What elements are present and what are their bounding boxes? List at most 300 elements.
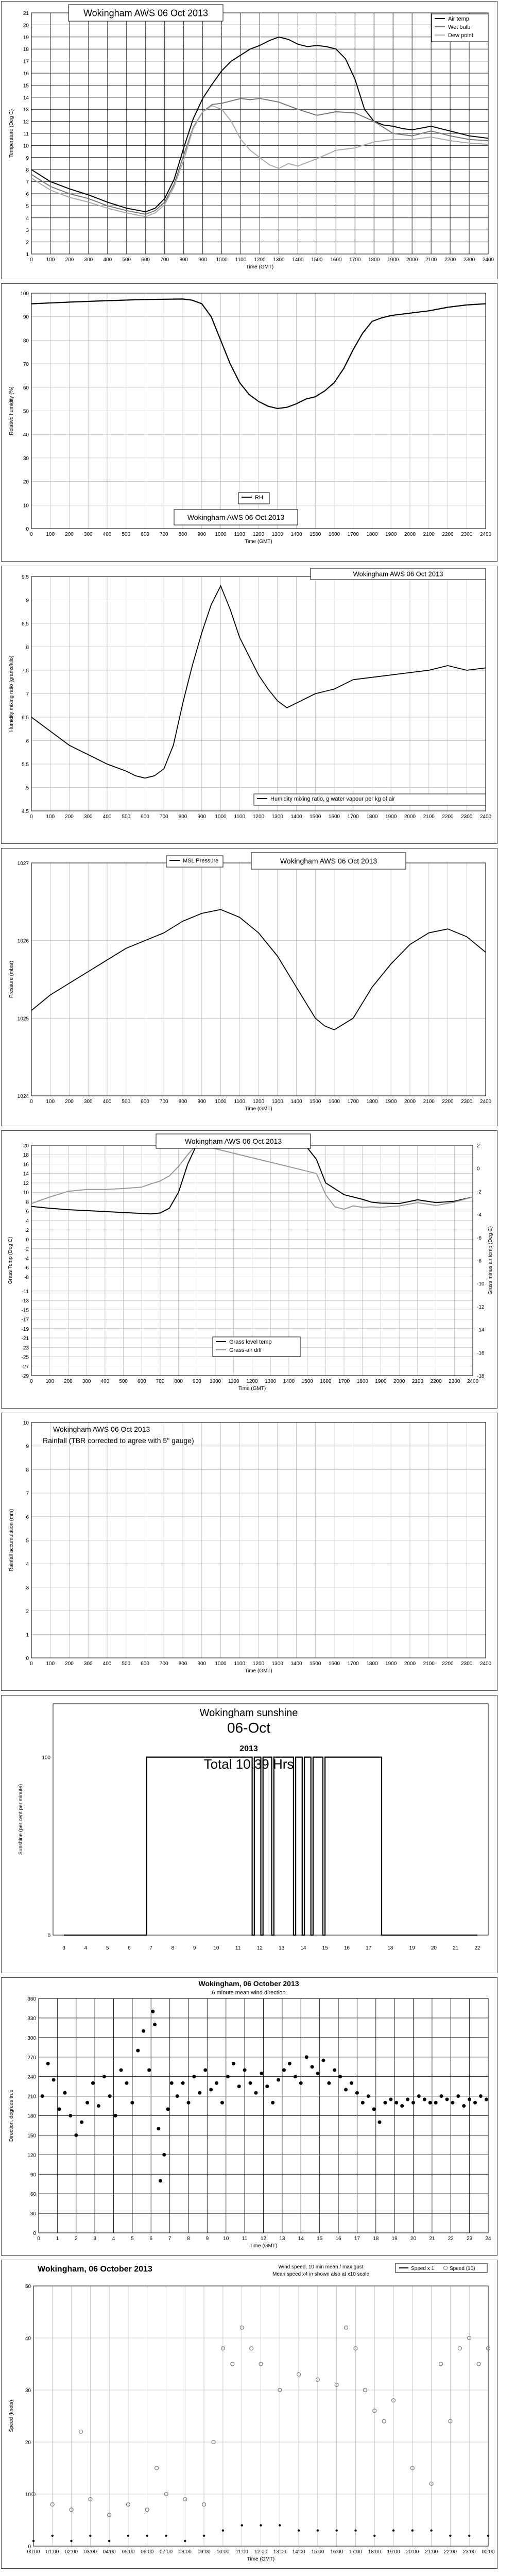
y-tick-label: 11 <box>23 131 29 137</box>
y-tick-label: 60 <box>23 385 29 391</box>
x-tick-label: 2400 <box>479 1099 492 1105</box>
data-point <box>288 2062 291 2065</box>
y-tick-label: 18 <box>23 47 29 53</box>
y-tick-label: 20 <box>23 479 29 485</box>
x-tick-label: 13 <box>279 1945 285 1951</box>
x-tick-label: 12:00 <box>254 2549 268 2555</box>
x-tick-label: 100 <box>46 257 55 263</box>
x-tick-label: 17:00 <box>349 2549 362 2555</box>
x-tick-label: 1500 <box>310 1661 321 1667</box>
y-tick-label: 19 <box>23 35 29 41</box>
y-axis-label: Relative humidity (%) <box>9 386 14 435</box>
x-tick-label: 2000 <box>404 814 416 820</box>
x-tick-label: 2100 <box>425 257 437 263</box>
y-tick-label: -13 <box>21 1298 29 1304</box>
x-tick-label: 2400 <box>482 257 494 263</box>
x-tick-label: 9 <box>205 2236 209 2242</box>
data-point <box>417 2094 421 2098</box>
y-tick-label: 10 <box>25 2492 31 2498</box>
data-point <box>373 2535 375 2537</box>
x-tick-label: 1200 <box>252 532 265 537</box>
chart-title: Wokingham AWS 06 Oct 2013 <box>53 1425 150 1433</box>
x-tick-label: 400 <box>102 814 112 820</box>
x-tick-label: 400 <box>100 1379 110 1384</box>
x-tick-label: 2300 <box>461 814 473 820</box>
data-point <box>70 2540 72 2542</box>
x-tick-label: 15 <box>322 1945 328 1951</box>
x-tick-label: 0 <box>30 1379 33 1384</box>
x-tick-label: 600 <box>141 532 149 537</box>
x-tick-label: 4 <box>112 2236 115 2242</box>
x-tick-label: 1200 <box>252 1661 265 1667</box>
y-tick-label: -19 <box>21 1326 29 1332</box>
data-point <box>411 2101 415 2105</box>
x-tick-label: 12 <box>260 2236 267 2242</box>
x-tick-label: 2000 <box>406 257 418 263</box>
x-tick-label: 1600 <box>328 532 340 537</box>
x-tick-label: 1800 <box>366 1661 378 1667</box>
data-point <box>345 2326 348 2329</box>
y-tick-label: 30 <box>25 2388 31 2394</box>
y-tick-label: 7 <box>26 1491 29 1497</box>
y-tick-label: 0 <box>47 1933 50 1939</box>
y-tick-label: -17 <box>21 1317 29 1323</box>
legend-box <box>238 493 269 504</box>
data-point <box>184 2540 186 2542</box>
y2-tick-label: -12 <box>477 1304 485 1310</box>
x-tick-label: 1000 <box>215 1661 227 1667</box>
x-tick-label: 300 <box>83 814 93 820</box>
x-tick-label: 600 <box>141 1099 149 1105</box>
data-point <box>372 2107 376 2111</box>
y-tick-label: 1 <box>26 1632 29 1638</box>
x-tick-label: 2200 <box>442 1099 454 1105</box>
chart-panel-wind-speed <box>1 2260 497 2569</box>
data-point <box>321 2059 325 2062</box>
data-point <box>317 2530 319 2532</box>
x-tick-label: 500 <box>122 257 131 263</box>
y-tick-label: 6 <box>26 1209 29 1215</box>
x-tick-label: 800 <box>174 1379 183 1384</box>
y-tick-label: -27 <box>21 1364 29 1370</box>
y-tick-label: 60 <box>30 2192 36 2198</box>
x-tick-label: 900 <box>197 814 207 820</box>
x-tick-label: 1900 <box>385 814 397 820</box>
data-point <box>46 2062 50 2065</box>
y-tick-label: 0 <box>33 2231 36 2236</box>
x-tick-label: 21 <box>453 1945 459 1951</box>
data-point <box>203 2069 207 2072</box>
data-point <box>220 2101 224 2105</box>
x-tick-label: 2300 <box>449 1379 460 1384</box>
y-tick-label: 5 <box>26 1538 29 1544</box>
x-tick-label: 100 <box>45 1379 55 1384</box>
data-point <box>147 2069 151 2072</box>
x-tick-label: 06:00 <box>141 2549 154 2555</box>
y-tick-label: 180 <box>27 2113 36 2120</box>
x-tick-label: 10 <box>213 1945 219 1951</box>
x-tick-label: 2200 <box>444 257 456 263</box>
x-tick-label: 1600 <box>328 1661 340 1667</box>
data-point <box>181 2081 185 2085</box>
x-tick-label: 100 <box>46 814 55 820</box>
x-tick-label: 0 <box>30 1099 33 1105</box>
y-tick-label: 6 <box>26 192 29 197</box>
x-tick-label: 1400 <box>290 1099 302 1105</box>
x-tick-label: 1600 <box>328 814 340 820</box>
y-tick-label: 50 <box>25 2284 31 2290</box>
x-tick-label: 200 <box>65 257 74 263</box>
x-tick-label: 1400 <box>283 1379 295 1384</box>
data-point <box>32 2540 35 2542</box>
x-tick-label: 02:00 <box>65 2549 78 2555</box>
chart-subtitle: Wind speed, 10 min mean / max gust <box>278 2264 364 2270</box>
data-point <box>97 2104 100 2108</box>
x-tick-label: 200 <box>64 1379 73 1384</box>
x-tick-label: 200 <box>65 814 74 820</box>
y-tick-label: 3 <box>26 1585 29 1591</box>
data-point <box>209 2088 213 2091</box>
x-tick-label: 700 <box>159 532 168 537</box>
y-tick-label: 14 <box>23 1171 29 1177</box>
y-tick-label: 20 <box>23 23 29 29</box>
y-tick-label: 2 <box>26 1228 29 1234</box>
data-point <box>241 2524 243 2526</box>
y-tick-label: 8 <box>26 1467 29 1473</box>
data-point <box>305 2055 308 2059</box>
x-tick-label: 0 <box>30 257 33 263</box>
x-tick-label: 22 <box>474 1945 480 1951</box>
data-point <box>468 2097 471 2101</box>
y-tick-label: -25 <box>21 1354 29 1361</box>
x-tick-label: 600 <box>141 257 150 263</box>
data-point <box>449 2535 451 2537</box>
chart-wind-speed-svg <box>2 2260 498 2569</box>
data-point <box>361 2101 365 2105</box>
chart-year: 2013 <box>239 1744 258 1753</box>
data-point <box>282 2069 286 2072</box>
x-axis-label: Time (GMT) <box>245 1106 272 1112</box>
y-tick-label: 240 <box>27 2074 36 2080</box>
data-point <box>477 2362 480 2366</box>
data-point <box>333 2069 336 2072</box>
x-tick-label: 18:00 <box>368 2549 381 2555</box>
y-tick-label: 8.5 <box>22 621 29 627</box>
x-tick-label: 1500 <box>310 1099 321 1105</box>
x-tick-label: 800 <box>178 1099 187 1105</box>
y2-tick-label: -8 <box>477 1258 482 1264</box>
legend-label: Grass level temp <box>229 1339 272 1345</box>
x-tick-label: 200 <box>65 532 74 537</box>
x-tick-label: 16 <box>344 1945 350 1951</box>
x-tick-label: 600 <box>141 1661 149 1667</box>
data-point <box>316 2072 319 2075</box>
x-tick-label: 07:00 <box>160 2549 173 2555</box>
x-tick-label: 20 <box>431 1945 437 1951</box>
x-tick-label: 1800 <box>368 257 380 263</box>
x-tick-label: 2100 <box>423 1661 435 1667</box>
x-tick-label: 500 <box>119 1379 128 1384</box>
x-tick-label: 21 <box>429 2236 435 2242</box>
x-tick-label: 2100 <box>423 1099 435 1105</box>
x-tick-label: 100 <box>46 532 55 537</box>
x-tick-label: 19 <box>391 2236 398 2242</box>
data-point <box>389 2097 392 2101</box>
y-tick-label: 7 <box>26 179 29 185</box>
data-point <box>423 2097 426 2101</box>
legend-label: Wet bulb <box>448 24 471 30</box>
data-point <box>119 2069 123 2072</box>
x-tick-label: 900 <box>193 1379 201 1384</box>
x-tick-label: 3 <box>93 2236 96 2242</box>
x-tick-label: 1500 <box>310 532 321 537</box>
x-tick-label: 1800 <box>366 814 378 820</box>
x-tick-label: 2200 <box>442 1661 454 1667</box>
data-point <box>382 2419 386 2423</box>
data-point <box>243 2069 247 2072</box>
data-point <box>249 2081 252 2085</box>
x-tick-label: 12 <box>256 1945 263 1951</box>
y-tick-label: 12 <box>23 1180 29 1187</box>
x-tick-label: 2000 <box>393 1379 405 1384</box>
x-tick-label: 100 <box>46 1099 55 1105</box>
x-tick-label: 21:00 <box>425 2549 438 2555</box>
x-tick-label: 2 <box>74 2236 78 2242</box>
chart-panel-wind-direction <box>1 1977 497 2256</box>
x-tick-label: 1400 <box>290 532 302 537</box>
y-tick-label: -2 <box>24 1246 29 1252</box>
x-tick-label: 14 <box>300 1945 306 1951</box>
data-point <box>367 2094 370 2098</box>
chart-panel-mixing-ratio <box>1 566 497 844</box>
data-point <box>41 2094 44 2098</box>
y-tick-label: 210 <box>27 2094 36 2100</box>
chart-humidity-svg <box>2 284 498 562</box>
data-point <box>400 2104 404 2108</box>
data-point <box>434 2101 438 2105</box>
data-point <box>350 2081 353 2085</box>
y-tick-label: 7.5 <box>22 668 29 674</box>
chart-panel-temperature <box>1 1 497 279</box>
data-point <box>114 2114 117 2117</box>
data-point <box>89 2535 91 2537</box>
x-tick-label: 17 <box>354 2236 360 2242</box>
x-tick-label: 1600 <box>330 257 342 263</box>
chart-mixing-ratio-svg <box>2 566 498 844</box>
data-point <box>430 2530 432 2532</box>
data-point <box>142 2029 145 2033</box>
x-tick-label: 1400 <box>290 814 302 820</box>
y-tick-label: 90 <box>23 314 29 320</box>
x-tick-label: 400 <box>102 1661 112 1667</box>
y-tick-label: 5.5 <box>22 762 29 768</box>
y-tick-label: 10 <box>23 503 29 509</box>
y-tick-label: -23 <box>21 1345 29 1351</box>
data-point <box>294 2075 297 2078</box>
x-tick-label: 3 <box>62 1945 65 1951</box>
x-tick-label: 19 <box>409 1945 415 1951</box>
x-tick-label: 2400 <box>479 814 492 820</box>
x-tick-label: 18 <box>387 1945 393 1951</box>
x-tick-label: 1 <box>56 2236 59 2242</box>
y2-tick-label: -2 <box>477 1189 482 1195</box>
data-point <box>165 2535 167 2537</box>
x-tick-label: 04:00 <box>102 2549 116 2555</box>
data-point <box>231 2362 234 2366</box>
data-point <box>52 2535 54 2537</box>
x-tick-label: 11 <box>242 2236 248 2242</box>
x-tick-label: 8 <box>171 1945 175 1951</box>
y-tick-label: 21 <box>23 11 29 16</box>
data-point <box>394 2101 398 2105</box>
x-axis-label: Time (GMT) <box>246 264 274 270</box>
data-point <box>260 2524 262 2526</box>
y-tick-label: 300 <box>27 2035 36 2041</box>
y-tick-label: -8 <box>24 1275 29 1281</box>
y-axis-label: Speed (knots) <box>9 2400 14 2432</box>
data-point <box>153 2023 157 2026</box>
y-tick-label: 2 <box>26 1608 29 1615</box>
x-tick-label: 1800 <box>366 532 378 537</box>
x-tick-label: 1900 <box>387 257 399 263</box>
x-tick-label: 2200 <box>442 814 454 820</box>
x-axis-label: Time (GMT) <box>245 539 272 545</box>
y-axis-label: Temperature (Deg C) <box>9 109 14 158</box>
x-tick-label: 05:00 <box>122 2549 135 2555</box>
x-tick-label: 600 <box>137 1379 146 1384</box>
x-tick-label: 2400 <box>479 532 492 537</box>
x-tick-label: 1500 <box>301 1379 313 1384</box>
x-tick-label: 1000 <box>209 1379 221 1384</box>
x-tick-label: 800 <box>178 814 187 820</box>
y-tick-label: 17 <box>23 59 29 65</box>
y-axis-label: Grass Temp (Deg C) <box>8 1236 13 1284</box>
y-tick-label: 90 <box>30 2172 36 2178</box>
x-axis-label: Time (GMT) <box>238 1386 266 1392</box>
data-point <box>260 2072 263 2075</box>
x-tick-label: 00:00 <box>482 2549 495 2555</box>
x-tick-label: 15 <box>317 2236 323 2242</box>
x-tick-label: 1100 <box>234 532 246 537</box>
y2-tick-label: -14 <box>477 1327 485 1333</box>
y-tick-label: 7 <box>26 691 29 698</box>
data-point <box>162 2153 166 2157</box>
data-point <box>68 2114 72 2117</box>
legend-label: Grass-air diff <box>229 1347 262 1353</box>
data-point <box>192 2075 196 2078</box>
data-point <box>130 2101 134 2105</box>
x-tick-label: 1300 <box>271 532 283 537</box>
data-point <box>237 2084 241 2088</box>
y-tick-label: 14 <box>23 95 29 101</box>
y-tick-label: 330 <box>27 2015 36 2022</box>
data-point <box>250 2347 253 2350</box>
y-tick-label: 13 <box>23 107 29 113</box>
data-point <box>344 2088 348 2091</box>
y-tick-label: 3 <box>26 228 29 234</box>
data-point <box>136 2049 140 2053</box>
data-point <box>166 2107 169 2111</box>
x-tick-label: 500 <box>122 532 131 537</box>
y-axis-label: Humidity mixing ratio (grams/kilo) <box>9 655 14 732</box>
y-tick-label: 100 <box>20 291 29 297</box>
chart-panel-sunshine <box>1 1695 497 1973</box>
y2-tick-label: -10 <box>477 1281 485 1287</box>
x-tick-label: 11 <box>235 1945 241 1951</box>
x-tick-label: 13 <box>279 2236 285 2242</box>
chart-title: Wokingham AWS 06 Oct 2013 <box>83 8 209 19</box>
data-point <box>485 2097 488 2101</box>
y-tick-label: 4.5 <box>22 809 29 815</box>
x-tick-label: 7 <box>168 2236 171 2242</box>
x-tick-label: 200 <box>65 1661 74 1667</box>
x-tick-label: 600 <box>141 814 149 820</box>
y2-tick-label: 0 <box>477 1166 480 1172</box>
y-tick-label: -21 <box>21 1336 29 1342</box>
y-tick-label: 6.5 <box>22 715 29 721</box>
y-tick-label: 8 <box>26 1199 29 1206</box>
x-tick-label: 2400 <box>479 1661 492 1667</box>
x-tick-label: 1900 <box>385 532 397 537</box>
y-tick-label: -15 <box>21 1308 29 1314</box>
x-tick-label: 900 <box>197 532 207 537</box>
y-axis-label: Rainfall accumulation (mm) <box>9 1509 14 1572</box>
chart-title: Wokingham AWS 06 Oct 2013 <box>184 1137 282 1146</box>
x-tick-label: 5 <box>106 1945 109 1951</box>
chart-temperature-svg <box>2 2 498 280</box>
y-tick-label: 5 <box>26 204 29 210</box>
data-point <box>456 2094 460 2098</box>
x-axis-label: Time (GMT) <box>249 2243 278 2249</box>
chart-panel-grass-temp <box>1 1130 497 1409</box>
data-point <box>271 2101 274 2105</box>
data-point <box>146 2535 148 2537</box>
x-tick-label: 20:00 <box>406 2549 419 2555</box>
y-tick-label: 1024 <box>17 1094 29 1099</box>
y-tick-label: 6 <box>26 1514 29 1520</box>
legend-label: Air temp <box>448 16 469 22</box>
chart-total: Total 10.39 Hrs <box>203 1756 294 1772</box>
x-tick-label: 08:00 <box>178 2549 192 2555</box>
x-tick-label: 16 <box>335 2236 341 2242</box>
plot-frame <box>53 1704 488 1935</box>
x-tick-label: 11:00 <box>235 2549 248 2555</box>
data-point <box>451 2101 454 2105</box>
chart-title: Wokingham AWS 06 Oct 2013 <box>187 513 285 522</box>
x-tick-label: 22 <box>448 2236 454 2242</box>
data-point <box>338 2075 342 2078</box>
y-tick-label: 1026 <box>17 938 29 944</box>
x-tick-label: 22:00 <box>443 2549 457 2555</box>
x-tick-label: 2400 <box>467 1379 479 1384</box>
x-tick-label: 2300 <box>461 1099 473 1105</box>
x-tick-label: 2000 <box>404 532 416 537</box>
chart-subtitle-2: Mean speed x4 in shown also at x10 scale <box>272 2272 369 2277</box>
x-tick-label: 900 <box>197 1661 207 1667</box>
x-tick-label: 2100 <box>411 1379 423 1384</box>
y-tick-label: 10 <box>23 1190 29 1196</box>
legend-label: Speed x 1 <box>411 2266 435 2272</box>
y2-tick-label: -6 <box>477 1235 482 1241</box>
legend-label: Dew point <box>448 32 473 39</box>
y-axis-label: Direction, degrees true <box>9 2089 14 2142</box>
x-tick-label: 1600 <box>320 1379 332 1384</box>
y-tick-label: 40 <box>25 2336 31 2342</box>
x-tick-label: 2200 <box>430 1379 442 1384</box>
y-axis-label: Pressure (mbar) <box>9 960 14 998</box>
data-point <box>157 2127 160 2130</box>
x-tick-label: 700 <box>159 814 168 820</box>
